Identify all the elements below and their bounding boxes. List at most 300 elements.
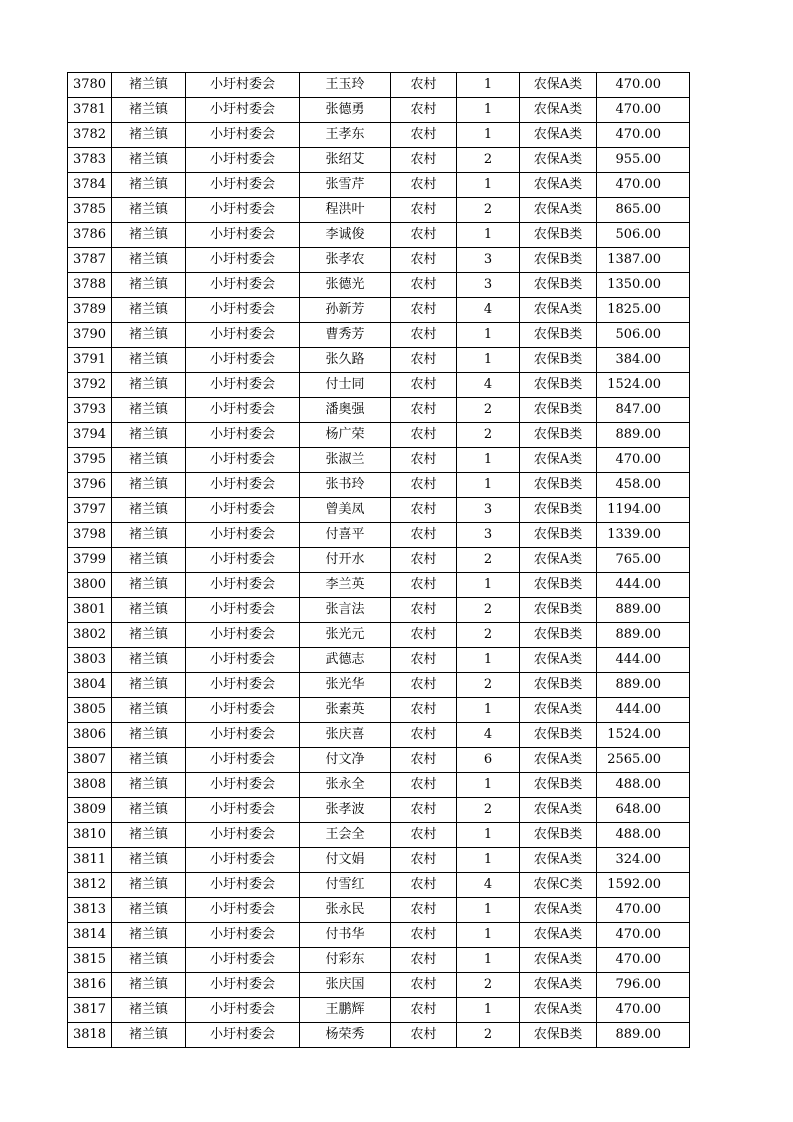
town-cell: 褚兰镇 xyxy=(112,148,186,173)
seq-cell: 3802 xyxy=(68,623,112,648)
area-cell: 农村 xyxy=(391,973,457,998)
village-cell: 小圩村委会 xyxy=(186,298,300,323)
table-row xyxy=(68,1023,690,1048)
table-row xyxy=(68,873,690,898)
seq-cell: 3796 xyxy=(68,473,112,498)
village-cell: 小圩村委会 xyxy=(186,948,300,973)
town-cell: 褚兰镇 xyxy=(112,573,186,598)
seq-cell: 3781 xyxy=(68,98,112,123)
name-cell: 张孝波 xyxy=(300,798,391,823)
village-cell: 小圩村委会 xyxy=(186,548,300,573)
seq-cell: 3797 xyxy=(68,498,112,523)
name-cell: 张孝农 xyxy=(300,248,391,273)
amount-cell: 470.00 xyxy=(597,948,690,973)
table-row xyxy=(68,823,690,848)
amount-cell: 470.00 xyxy=(597,923,690,948)
area-cell: 农村 xyxy=(391,948,457,973)
name-cell: 潘奥强 xyxy=(300,398,391,423)
amount-cell: 1592.00 xyxy=(597,873,690,898)
village-cell: 小圩村委会 xyxy=(186,448,300,473)
amount-cell: 384.00 xyxy=(597,348,690,373)
amount-cell: 889.00 xyxy=(597,598,690,623)
amount-cell: 1387.00 xyxy=(597,248,690,273)
name-cell: 李诚俊 xyxy=(300,223,391,248)
amount-cell: 1339.00 xyxy=(597,523,690,548)
category-cell: 农保A类 xyxy=(520,748,597,773)
seq-cell: 3791 xyxy=(68,348,112,373)
persons-cell: 1 xyxy=(457,448,520,473)
category-cell: 农保B类 xyxy=(520,673,597,698)
persons-cell: 2 xyxy=(457,548,520,573)
town-cell: 褚兰镇 xyxy=(112,873,186,898)
category-cell: 农保A类 xyxy=(520,973,597,998)
category-cell: 农保B类 xyxy=(520,323,597,348)
amount-cell: 470.00 xyxy=(597,898,690,923)
village-cell: 小圩村委会 xyxy=(186,623,300,648)
town-cell: 褚兰镇 xyxy=(112,298,186,323)
table-row xyxy=(68,698,690,723)
area-cell: 农村 xyxy=(391,373,457,398)
town-cell: 褚兰镇 xyxy=(112,198,186,223)
town-cell: 褚兰镇 xyxy=(112,598,186,623)
town-cell: 褚兰镇 xyxy=(112,823,186,848)
amount-cell: 470.00 xyxy=(597,998,690,1023)
name-cell: 程洪叶 xyxy=(300,198,391,223)
village-cell: 小圩村委会 xyxy=(186,498,300,523)
area-cell: 农村 xyxy=(391,623,457,648)
name-cell: 杨荣秀 xyxy=(300,1023,391,1048)
table-row xyxy=(68,348,690,373)
village-cell: 小圩村委会 xyxy=(186,673,300,698)
amount-cell: 470.00 xyxy=(597,448,690,473)
seq-cell: 3793 xyxy=(68,398,112,423)
area-cell: 农村 xyxy=(391,898,457,923)
area-cell: 农村 xyxy=(391,923,457,948)
table-row xyxy=(68,848,690,873)
table-row xyxy=(68,298,690,323)
name-cell: 杨广荣 xyxy=(300,423,391,448)
persons-cell: 1 xyxy=(457,323,520,348)
area-cell: 农村 xyxy=(391,323,457,348)
seq-cell: 3786 xyxy=(68,223,112,248)
village-cell: 小圩村委会 xyxy=(186,148,300,173)
persons-cell: 2 xyxy=(457,798,520,823)
seq-cell: 3811 xyxy=(68,848,112,873)
town-cell: 褚兰镇 xyxy=(112,673,186,698)
seq-cell: 3780 xyxy=(68,73,112,98)
persons-cell: 1 xyxy=(457,948,520,973)
table-row xyxy=(68,973,690,998)
town-cell: 褚兰镇 xyxy=(112,523,186,548)
persons-cell: 1 xyxy=(457,923,520,948)
village-cell: 小圩村委会 xyxy=(186,223,300,248)
persons-cell: 1 xyxy=(457,848,520,873)
name-cell: 王鹏辉 xyxy=(300,998,391,1023)
amount-cell: 889.00 xyxy=(597,1023,690,1048)
name-cell: 张庆国 xyxy=(300,973,391,998)
name-cell: 张绍艾 xyxy=(300,148,391,173)
area-cell: 农村 xyxy=(391,273,457,298)
persons-cell: 1 xyxy=(457,648,520,673)
category-cell: 农保A类 xyxy=(520,73,597,98)
table-row xyxy=(68,623,690,648)
seq-cell: 3798 xyxy=(68,523,112,548)
name-cell: 王玉玲 xyxy=(300,73,391,98)
name-cell: 李兰英 xyxy=(300,573,391,598)
persons-cell: 1 xyxy=(457,223,520,248)
town-cell: 褚兰镇 xyxy=(112,323,186,348)
category-cell: 农保A类 xyxy=(520,923,597,948)
town-cell: 褚兰镇 xyxy=(112,848,186,873)
area-cell: 农村 xyxy=(391,823,457,848)
town-cell: 褚兰镇 xyxy=(112,548,186,573)
area-cell: 农村 xyxy=(391,873,457,898)
name-cell: 张久路 xyxy=(300,348,391,373)
category-cell: 农保B类 xyxy=(520,273,597,298)
town-cell: 褚兰镇 xyxy=(112,923,186,948)
category-cell: 农保B类 xyxy=(520,473,597,498)
persons-cell: 2 xyxy=(457,398,520,423)
table-row xyxy=(68,923,690,948)
persons-cell: 2 xyxy=(457,148,520,173)
seq-cell: 3812 xyxy=(68,873,112,898)
category-cell: 农保A类 xyxy=(520,898,597,923)
table-row xyxy=(68,198,690,223)
name-cell: 付彩东 xyxy=(300,948,391,973)
category-cell: 农保B类 xyxy=(520,623,597,648)
name-cell: 付书华 xyxy=(300,923,391,948)
area-cell: 农村 xyxy=(391,198,457,223)
name-cell: 张言法 xyxy=(300,598,391,623)
persons-cell: 2 xyxy=(457,673,520,698)
name-cell: 张雪芹 xyxy=(300,173,391,198)
category-cell: 农保A类 xyxy=(520,123,597,148)
area-cell: 农村 xyxy=(391,348,457,373)
category-cell: 农保A类 xyxy=(520,698,597,723)
village-cell: 小圩村委会 xyxy=(186,823,300,848)
area-cell: 农村 xyxy=(391,398,457,423)
persons-cell: 3 xyxy=(457,273,520,298)
amount-cell: 1194.00 xyxy=(597,498,690,523)
amount-cell: 889.00 xyxy=(597,673,690,698)
table-row xyxy=(68,748,690,773)
category-cell: 农保B类 xyxy=(520,573,597,598)
table-row xyxy=(68,173,690,198)
persons-cell: 2 xyxy=(457,423,520,448)
category-cell: 农保B类 xyxy=(520,223,597,248)
table-row xyxy=(68,798,690,823)
village-cell: 小圩村委会 xyxy=(186,973,300,998)
amount-cell: 955.00 xyxy=(597,148,690,173)
category-cell: 农保A类 xyxy=(520,448,597,473)
amount-cell: 470.00 xyxy=(597,98,690,123)
category-cell: 农保B类 xyxy=(520,498,597,523)
seq-cell: 3783 xyxy=(68,148,112,173)
village-cell: 小圩村委会 xyxy=(186,1023,300,1048)
area-cell: 农村 xyxy=(391,698,457,723)
seq-cell: 3804 xyxy=(68,673,112,698)
village-cell: 小圩村委会 xyxy=(186,198,300,223)
category-cell: 农保B类 xyxy=(520,348,597,373)
table-row xyxy=(68,373,690,398)
village-cell: 小圩村委会 xyxy=(186,348,300,373)
table-row xyxy=(68,123,690,148)
persons-cell: 3 xyxy=(457,523,520,548)
amount-cell: 847.00 xyxy=(597,398,690,423)
category-cell: 农保B类 xyxy=(520,373,597,398)
persons-cell: 2 xyxy=(457,198,520,223)
persons-cell: 1 xyxy=(457,123,520,148)
seq-cell: 3817 xyxy=(68,998,112,1023)
village-cell: 小圩村委会 xyxy=(186,573,300,598)
amount-cell: 889.00 xyxy=(597,423,690,448)
town-cell: 褚兰镇 xyxy=(112,748,186,773)
persons-cell: 3 xyxy=(457,248,520,273)
town-cell: 褚兰镇 xyxy=(112,648,186,673)
town-cell: 褚兰镇 xyxy=(112,398,186,423)
table-row xyxy=(68,773,690,798)
town-cell: 褚兰镇 xyxy=(112,973,186,998)
town-cell: 褚兰镇 xyxy=(112,898,186,923)
amount-cell: 458.00 xyxy=(597,473,690,498)
category-cell: 农保B类 xyxy=(520,598,597,623)
amount-cell: 796.00 xyxy=(597,973,690,998)
name-cell: 付文娟 xyxy=(300,848,391,873)
table-row xyxy=(68,548,690,573)
table-row xyxy=(68,98,690,123)
area-cell: 农村 xyxy=(391,98,457,123)
area-cell: 农村 xyxy=(391,423,457,448)
name-cell: 孙新芳 xyxy=(300,298,391,323)
persons-cell: 4 xyxy=(457,298,520,323)
village-cell: 小圩村委会 xyxy=(186,798,300,823)
persons-cell: 1 xyxy=(457,173,520,198)
amount-cell: 1524.00 xyxy=(597,373,690,398)
seq-cell: 3794 xyxy=(68,423,112,448)
name-cell: 付雪红 xyxy=(300,873,391,898)
town-cell: 褚兰镇 xyxy=(112,223,186,248)
amount-cell: 648.00 xyxy=(597,798,690,823)
amount-cell: 488.00 xyxy=(597,823,690,848)
area-cell: 农村 xyxy=(391,223,457,248)
persons-cell: 2 xyxy=(457,973,520,998)
area-cell: 农村 xyxy=(391,648,457,673)
persons-cell: 4 xyxy=(457,723,520,748)
category-cell: 农保A类 xyxy=(520,98,597,123)
table-row xyxy=(68,323,690,348)
seq-cell: 3801 xyxy=(68,598,112,623)
seq-cell: 3792 xyxy=(68,373,112,398)
category-cell: 农保B类 xyxy=(520,773,597,798)
village-cell: 小圩村委会 xyxy=(186,423,300,448)
village-cell: 小圩村委会 xyxy=(186,473,300,498)
category-cell: 农保A类 xyxy=(520,998,597,1023)
persons-cell: 4 xyxy=(457,373,520,398)
amount-cell: 444.00 xyxy=(597,573,690,598)
town-cell: 褚兰镇 xyxy=(112,173,186,198)
table-row xyxy=(68,498,690,523)
table-row xyxy=(68,473,690,498)
category-cell: 农保B类 xyxy=(520,423,597,448)
table-row xyxy=(68,223,690,248)
persons-cell: 1 xyxy=(457,573,520,598)
name-cell: 张淑兰 xyxy=(300,448,391,473)
persons-cell: 1 xyxy=(457,98,520,123)
name-cell: 曾美凤 xyxy=(300,498,391,523)
seq-cell: 3790 xyxy=(68,323,112,348)
persons-cell: 3 xyxy=(457,498,520,523)
seq-cell: 3800 xyxy=(68,573,112,598)
persons-cell: 6 xyxy=(457,748,520,773)
area-cell: 农村 xyxy=(391,848,457,873)
seq-cell: 3810 xyxy=(68,823,112,848)
name-cell: 张德光 xyxy=(300,273,391,298)
name-cell: 付士同 xyxy=(300,373,391,398)
town-cell: 褚兰镇 xyxy=(112,373,186,398)
category-cell: 农保A类 xyxy=(520,798,597,823)
persons-cell: 1 xyxy=(457,773,520,798)
persons-cell: 1 xyxy=(457,348,520,373)
category-cell: 农保A类 xyxy=(520,848,597,873)
village-cell: 小圩村委会 xyxy=(186,248,300,273)
persons-cell: 1 xyxy=(457,698,520,723)
town-cell: 褚兰镇 xyxy=(112,498,186,523)
village-cell: 小圩村委会 xyxy=(186,723,300,748)
area-cell: 农村 xyxy=(391,123,457,148)
area-cell: 农村 xyxy=(391,773,457,798)
area-cell: 农村 xyxy=(391,573,457,598)
area-cell: 农村 xyxy=(391,523,457,548)
seq-cell: 3788 xyxy=(68,273,112,298)
seq-cell: 3795 xyxy=(68,448,112,473)
seq-cell: 3799 xyxy=(68,548,112,573)
town-cell: 褚兰镇 xyxy=(112,123,186,148)
table-row xyxy=(68,448,690,473)
seq-cell: 3813 xyxy=(68,898,112,923)
town-cell: 褚兰镇 xyxy=(112,623,186,648)
area-cell: 农村 xyxy=(391,73,457,98)
area-cell: 农村 xyxy=(391,548,457,573)
amount-cell: 470.00 xyxy=(597,123,690,148)
amount-cell: 444.00 xyxy=(597,648,690,673)
area-cell: 农村 xyxy=(391,248,457,273)
area-cell: 农村 xyxy=(391,498,457,523)
table-row xyxy=(68,73,690,98)
town-cell: 褚兰镇 xyxy=(112,723,186,748)
amount-cell: 2565.00 xyxy=(597,748,690,773)
area-cell: 农村 xyxy=(391,598,457,623)
village-cell: 小圩村委会 xyxy=(186,873,300,898)
table-row xyxy=(68,948,690,973)
category-cell: 农保A类 xyxy=(520,173,597,198)
name-cell: 张永民 xyxy=(300,898,391,923)
category-cell: 农保A类 xyxy=(520,148,597,173)
name-cell: 张庆喜 xyxy=(300,723,391,748)
village-cell: 小圩村委会 xyxy=(186,898,300,923)
amount-cell: 506.00 xyxy=(597,323,690,348)
village-cell: 小圩村委会 xyxy=(186,73,300,98)
seq-cell: 3785 xyxy=(68,198,112,223)
category-cell: 农保A类 xyxy=(520,948,597,973)
village-cell: 小圩村委会 xyxy=(186,923,300,948)
seq-cell: 3784 xyxy=(68,173,112,198)
town-cell: 褚兰镇 xyxy=(112,798,186,823)
seq-cell: 3809 xyxy=(68,798,112,823)
amount-cell: 324.00 xyxy=(597,848,690,873)
area-cell: 农村 xyxy=(391,173,457,198)
area-cell: 农村 xyxy=(391,798,457,823)
persons-cell: 1 xyxy=(457,473,520,498)
amount-cell: 1524.00 xyxy=(597,723,690,748)
table-row xyxy=(68,248,690,273)
town-cell: 褚兰镇 xyxy=(112,1023,186,1048)
category-cell: 农保A类 xyxy=(520,548,597,573)
village-cell: 小圩村委会 xyxy=(186,698,300,723)
village-cell: 小圩村委会 xyxy=(186,998,300,1023)
seq-cell: 3807 xyxy=(68,748,112,773)
table-row xyxy=(68,673,690,698)
seq-cell: 3815 xyxy=(68,948,112,973)
area-cell: 农村 xyxy=(391,998,457,1023)
seq-cell: 3818 xyxy=(68,1023,112,1048)
persons-cell: 2 xyxy=(457,598,520,623)
table-row xyxy=(68,648,690,673)
name-cell: 王会全 xyxy=(300,823,391,848)
name-cell: 张素英 xyxy=(300,698,391,723)
name-cell: 付喜平 xyxy=(300,523,391,548)
amount-cell: 1350.00 xyxy=(597,273,690,298)
table-row xyxy=(68,523,690,548)
amount-cell: 889.00 xyxy=(597,623,690,648)
village-cell: 小圩村委会 xyxy=(186,373,300,398)
persons-cell: 1 xyxy=(457,823,520,848)
village-cell: 小圩村委会 xyxy=(186,323,300,348)
name-cell: 张书玲 xyxy=(300,473,391,498)
village-cell: 小圩村委会 xyxy=(186,98,300,123)
village-cell: 小圩村委会 xyxy=(186,598,300,623)
amount-cell: 470.00 xyxy=(597,73,690,98)
table-row xyxy=(68,423,690,448)
town-cell: 褚兰镇 xyxy=(112,998,186,1023)
category-cell: 农保B类 xyxy=(520,823,597,848)
name-cell: 张光元 xyxy=(300,623,391,648)
persons-cell: 4 xyxy=(457,873,520,898)
table-row xyxy=(68,998,690,1023)
amount-cell: 1825.00 xyxy=(597,298,690,323)
area-cell: 农村 xyxy=(391,148,457,173)
area-cell: 农村 xyxy=(391,298,457,323)
table-row xyxy=(68,723,690,748)
table-row xyxy=(68,273,690,298)
amount-cell: 488.00 xyxy=(597,773,690,798)
village-cell: 小圩村委会 xyxy=(186,648,300,673)
area-cell: 农村 xyxy=(391,473,457,498)
town-cell: 褚兰镇 xyxy=(112,698,186,723)
category-cell: 农保B类 xyxy=(520,398,597,423)
seq-cell: 3803 xyxy=(68,648,112,673)
area-cell: 农村 xyxy=(391,448,457,473)
seq-cell: 3805 xyxy=(68,698,112,723)
category-cell: 农保B类 xyxy=(520,523,597,548)
area-cell: 农村 xyxy=(391,1023,457,1048)
town-cell: 褚兰镇 xyxy=(112,73,186,98)
area-cell: 农村 xyxy=(391,673,457,698)
table-row xyxy=(68,148,690,173)
amount-cell: 470.00 xyxy=(597,173,690,198)
town-cell: 褚兰镇 xyxy=(112,273,186,298)
table-row xyxy=(68,598,690,623)
table-body xyxy=(68,73,690,1048)
